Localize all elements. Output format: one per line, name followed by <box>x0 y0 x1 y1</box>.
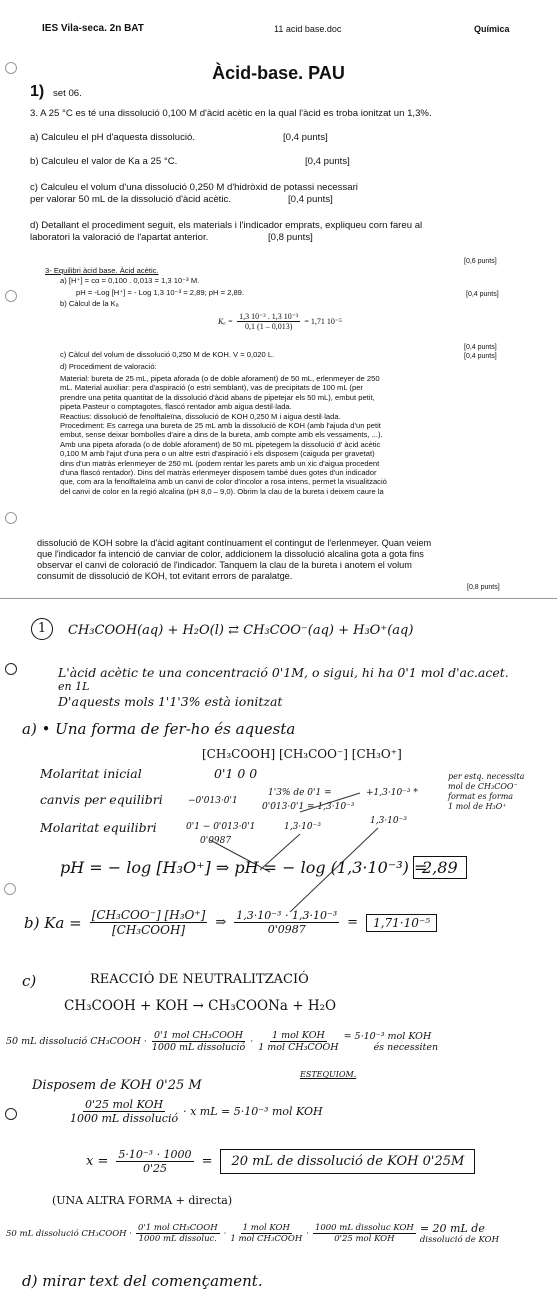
koh-available: Disposem de KOH 0'25 M <box>32 1078 202 1093</box>
frac-den: 1 mol CH₃COOH <box>258 1042 339 1053</box>
ka-values-num: 1,3·10⁻³ · 1,3·10⁻³ <box>236 909 338 922</box>
solution-c: c) Càlcul del volum de dissolució 0,250 M de KOH. V = 0,020 L. <box>60 350 275 359</box>
x-label: x = <box>86 1154 109 1169</box>
answer-number: 1 <box>31 618 53 640</box>
row-change-label: canvis per equilibri <box>40 792 163 807</box>
direct-result-note: dissolució de KOH <box>419 1235 500 1245</box>
part-c-label: c) <box>22 972 37 990</box>
stoich-note-line: per estq. necessita <box>448 772 525 781</box>
page-title: Àcid-base. PAU <box>212 63 345 83</box>
question-c-cont: per valorar 50 mL de la dissolució d'àcid acètic. <box>30 194 231 205</box>
neutralization-reaction: CH₃COOH + KOH → CH₃COONa + H₂O <box>64 998 337 1014</box>
frac-num: 5·10⁻³ · 1000 <box>118 1148 192 1161</box>
row-change-b2: 0'013·0'1 = 1,3·10⁻³ <box>262 802 355 812</box>
question-d-cont: laboratori la valoració de l'apartat anterior. <box>30 232 209 243</box>
procedure-line: pipeta Pasteur o comptagotes, flascó rentador amb aigua destil·lada. <box>60 402 292 412</box>
ka-values-den: 0'0987 <box>267 923 306 936</box>
problem-session: set 06. <box>53 88 82 99</box>
problem-statement: 3. A 25 °C es té una dissolució 0,100 M d'àcid acètic en la qual l'àcid es troba ionitzat un 1,3%. <box>30 108 432 119</box>
koh-conc-frac <box>70 1098 178 1125</box>
ka-expr-num: [CH₃COO⁻] [H₃O⁺] <box>91 908 206 922</box>
note-ionized: D'aquests mols 1'1'3% està ionitzat <box>58 694 283 709</box>
procedure-line: 0,100 M amb l'ajut d'una pera o un altre estri d'aspiració i els disposem (caiguda per gravetat) <box>60 449 375 459</box>
frac-den: 1000 mL dissolució <box>151 1042 246 1053</box>
row-equilibrium-a: 0'1 − 0'013·0'1 <box>186 822 256 832</box>
points: [0,4 punts] <box>464 344 497 351</box>
ka-label: b) Ka = <box>24 913 82 932</box>
stoich-result-note: és necessiten <box>373 1041 439 1053</box>
subject: Química <box>474 24 510 34</box>
procedure-line: Amb una pipeta aforada (o de doble aforament) de 50 mL pipetegem la dissolució d' àcid acètic <box>60 439 381 449</box>
stoich-note-line: format es forma <box>448 792 514 801</box>
procedure-line: embut, sense deixar bombolles d'aire a dins de la bureta, amb compte amb els vessaments, ...). <box>60 430 383 440</box>
times: · <box>306 1228 309 1239</box>
direct-result <box>420 1222 499 1245</box>
procedure-line: observar el canvi de coloració de l'indicador. Tanquem la clau de la bureta i anotem el volum <box>37 560 412 570</box>
stoich-frac-1 <box>152 1030 245 1053</box>
stoich-start: 50 mL dissolució CH₃COOH · <box>6 1036 147 1047</box>
points: [0,4 punts] <box>466 291 499 298</box>
question-b: b) Calculeu el valor de Ka a 25 °C. <box>30 156 178 167</box>
direct-result-value: = 20 mL de <box>419 1222 485 1235</box>
frac-num: 1 mol KOH <box>242 1223 290 1233</box>
points: [0,4 punts] <box>305 156 350 167</box>
ka-numerator: 1,3 10⁻³ . 1,3 10⁻³ <box>239 312 299 321</box>
procedure-line: consumit de dissolució de KOH, tot evitant errors de paralatge. <box>37 571 293 581</box>
procedure-line: Procediment: Es carrega una bureta de 25 mL amb la dissolució de KOH (amb l'ajuda d'un petit <box>60 421 381 431</box>
stoich-result <box>344 1031 439 1053</box>
row-equilibrium-c: 1,3·10⁻³ <box>370 816 407 826</box>
alternative-method: (UNA ALTRA FORMA + directa) <box>52 1194 233 1207</box>
procedure-line: Material: bureta de 25 mL, pipeta aforada (o de doble aforament) de 50 mL, erlenmeyer de 250 <box>60 374 380 383</box>
question-c: c) Calculeu el volum d'una dissolució 0,250 M d'hidròxid de potassi necessari <box>30 182 358 193</box>
points: [0,6 punts] <box>464 258 497 265</box>
row-initial-label: Molaritat inicial <box>40 766 142 781</box>
procedure-line: dissolució de KOH sobre la d'àcid agitant contínuament el contingut de l'erlenmeyer. Quan veiem <box>37 538 432 548</box>
part-a-intro: a) • Una forma de fer-ho és aquesta <box>22 720 296 738</box>
direct-frac-2 <box>230 1223 302 1244</box>
times: · <box>223 1228 227 1239</box>
direct-calc <box>6 1222 499 1245</box>
frac-den: 0'25 mol KOH <box>334 1234 395 1244</box>
direct-start: 50 mL dissolució CH₃COOH · <box>6 1228 132 1239</box>
question-a: a) Calculeu el pH d'aquesta dissolució. <box>30 132 196 143</box>
ka-values <box>234 909 339 936</box>
volume-solution <box>86 1148 475 1175</box>
frac-den: 0'25 <box>142 1162 167 1175</box>
points: [0,8 punts] <box>268 232 313 243</box>
part-d-note: d) mirar text del començament. <box>22 1272 263 1290</box>
stoich-label: ESTEQUIOM. <box>300 1070 357 1079</box>
equilibrium-equation: CH₃COOH(aq) + H₂O(l) ⇄ CH₃COO⁻(aq) + H₃O⁺(aq) <box>68 623 414 638</box>
school-name: IES Vila-seca. 2n BAT <box>42 23 144 34</box>
solution-d: d) Procediment de valoració: <box>60 362 157 371</box>
solution-heading: 3- Equilibri àcid base. Àcid acètic. <box>45 266 159 275</box>
row-change-b: 1'3% de 0'1 = <box>268 788 332 798</box>
equals: = <box>201 1154 213 1169</box>
ph-result: 2,89 <box>413 856 467 879</box>
ka-expr-den: [CH₃COOH] <box>111 923 186 937</box>
row-equilibrium-label: Molaritat equilibri <box>40 820 157 835</box>
procedure-line: Reactius: dissolució de fenolftaleïna, dissolució de KOH 0,250 M i aigua destil·lada. <box>60 411 341 421</box>
points: [0,4 punts] <box>464 353 497 360</box>
procedure-line: prendre una petita quantitat de la dissolució d'àcid abans de pipetejar els 50 mL), embut petit, <box>60 392 375 402</box>
frac-num: 1000 mL dissoluc KOH <box>314 1223 414 1233</box>
solution-b: b) Càlcul de la Kₐ <box>60 299 119 308</box>
species-header: [CH₃COOH] [CH₃COO⁻] [CH₃O⁺] <box>202 747 402 761</box>
stoich-calc <box>6 1030 438 1053</box>
ka-denominator: 0,1 (1 – 0,013) <box>245 322 293 331</box>
file-name: 11 acid base.doc <box>274 24 342 34</box>
question-d: d) Detallant el procediment seguit, els materials i l'indicador emprats, expliqueu corn fareu al <box>30 220 423 231</box>
solution-a-line1: a) [H⁺] = cα = 0,100 . 0,013 = 1,3 10⁻³ M. <box>60 276 200 285</box>
frac-num: 0'1 mol CH₃COOH <box>154 1030 243 1041</box>
points: [0,8 punts] <box>467 584 500 591</box>
times: · <box>250 1036 254 1047</box>
procedure-line: dins d'un matràs erlenmeyer de 250 mL (podem rentar les parets amb un xic d'aigua procedent <box>60 458 380 468</box>
x-frac <box>116 1148 193 1175</box>
volume-equation <box>70 1098 323 1125</box>
arrow-line <box>300 793 360 812</box>
stoich-frac-2 <box>258 1030 338 1053</box>
solution-a-line2: pH = -Log [H⁺] = - Log 1,3 10⁻³ = 2,89; pH = 2,89. <box>76 288 245 297</box>
row-change-c: +1,3·10⁻³ * <box>366 788 418 798</box>
points: [0,4 punts] <box>288 194 333 205</box>
ka-expr <box>90 908 208 937</box>
ka-result-box: 1,71·10⁻⁵ <box>366 914 437 932</box>
procedure-line: d'una flascó rentador). Dins del matràs erlenmeyer disposem també dues gotes d'un indicador <box>60 468 377 478</box>
volume-rhs: · x mL = 5·10⁻³ mol KOH <box>183 1105 323 1118</box>
equals: = <box>347 915 359 930</box>
row-change-a: −0'013·0'1 <box>188 796 238 806</box>
stoich-note-line: mol de CH₃COO⁻ <box>448 782 518 791</box>
note-concentration: L'àcid acètic te una concentració 0'1M, o sigui, hi ha 0'1 mol d'ac.acet. <box>58 665 509 680</box>
ka-handwritten <box>24 908 437 937</box>
ka-lhs: Kₐ = <box>218 317 234 326</box>
frac-num: 1 mol KOH <box>272 1030 325 1041</box>
procedure-line: del canvi de color en la regió alcalina (pH 8,0 – 9,0). Obrim la clau de la bureta i deixem caure la <box>60 486 384 496</box>
direct-frac-3 <box>313 1223 416 1244</box>
procedure-line: que l'indicador fa intenció de canviar de color, addicionem la dissolució alcalina gota a gota fins <box>37 549 424 559</box>
row-equilibrium-b: 1,3·10⁻³ <box>284 822 321 832</box>
procedure-line: que, com ara la fenolftaleïna amb un canvi de color d'incolor a rosa intens, permet la visualització <box>60 477 387 487</box>
note-volume: en 1L <box>58 680 90 693</box>
problem-number: 1) <box>30 83 45 100</box>
frac-num: 0'25 mol KOH <box>84 1098 164 1111</box>
frac-den: 1000 mL dissolució <box>70 1112 179 1125</box>
stoich-result-value: = 5·10⁻³ mol KOH <box>343 1030 432 1042</box>
frac-den: 1000 mL dissoluc. <box>138 1234 218 1244</box>
implies: ⇒ <box>215 915 227 930</box>
row-equilibrium-a2: 0'0987 <box>200 836 232 846</box>
frac-num: 0'1 mol CH₃COOH <box>138 1223 218 1233</box>
ka-result: = 1,71 10⁻⁵ <box>304 317 342 326</box>
direct-frac-1 <box>136 1223 220 1244</box>
row-initial-values: 0'1 0 0 <box>214 766 258 781</box>
procedure-line: mL. Material auxiliar: pera d'aspiració (o estri semblant), vas de precipitats de 100 mL (per <box>60 383 363 393</box>
stoich-note-line: 1 mol de H₃O⁺ <box>448 802 507 811</box>
volume-result-box: 20 mL de dissolució de KOH 0'25M <box>220 1149 475 1174</box>
points: [0,4 punts] <box>283 132 328 143</box>
ph-equation: pH = − log [H₃O⁺] ⇒ pH = − log (1,3·10⁻³) = <box>60 858 428 877</box>
neutralization-title: REACCIÓ DE NEUTRALITZACIÓ <box>90 972 309 987</box>
frac-den: 1 mol CH₃COOH <box>230 1234 303 1244</box>
